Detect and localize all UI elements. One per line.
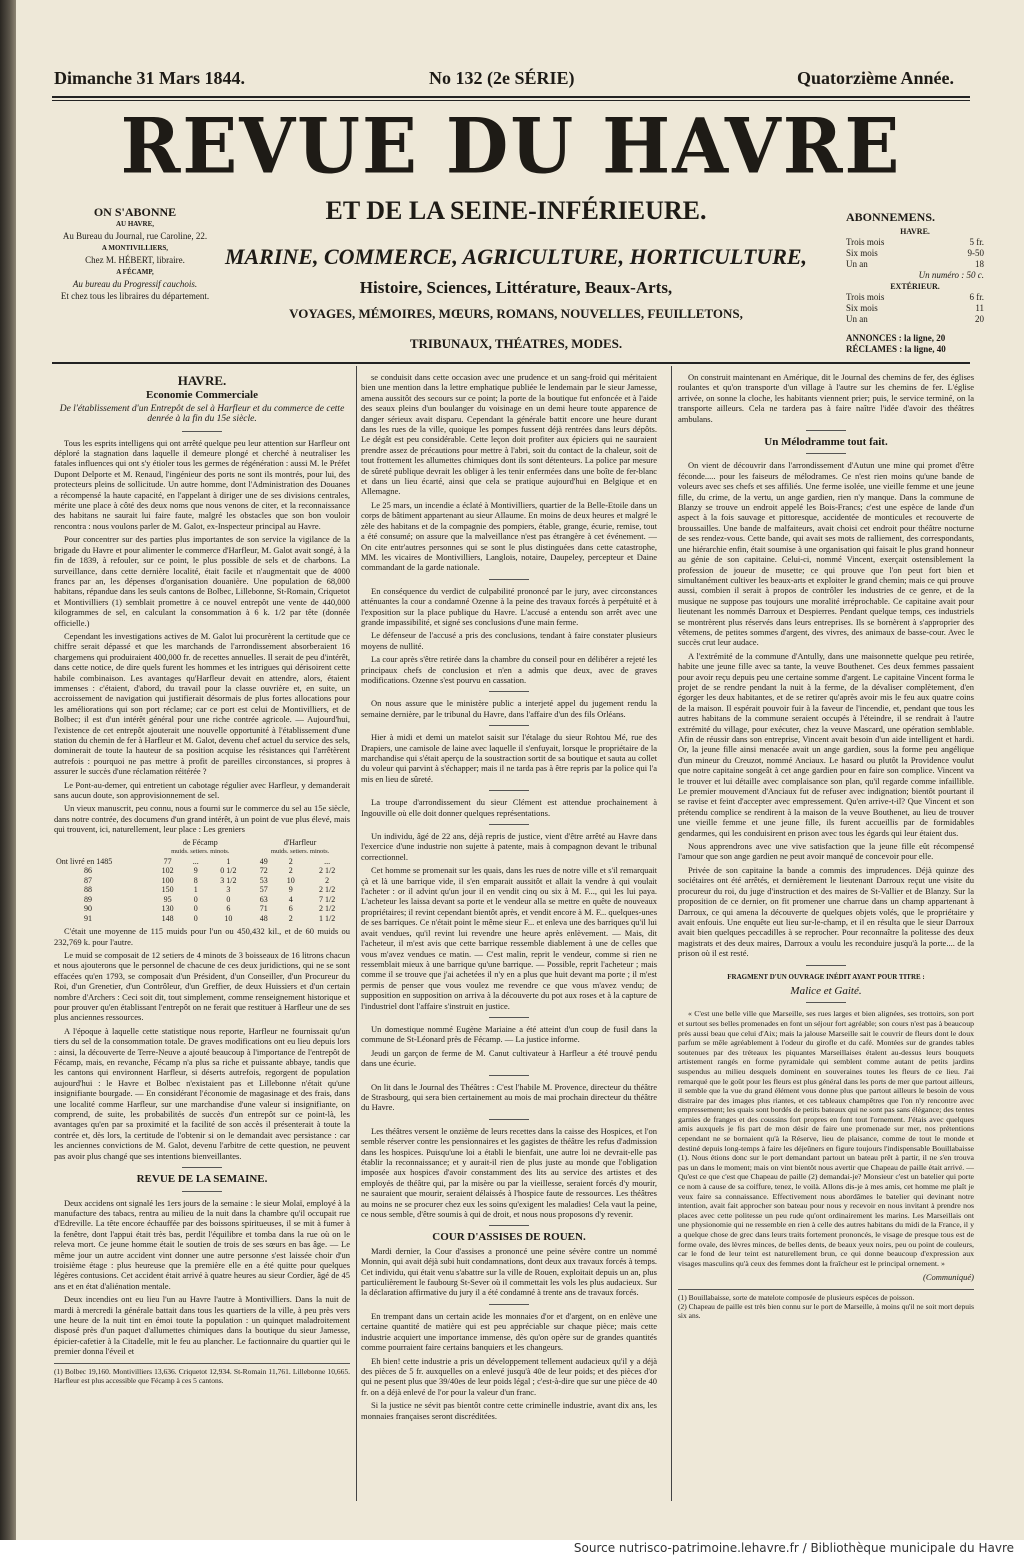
table-cell: 48	[259, 913, 268, 923]
table-cell: 86	[84, 866, 92, 876]
rate-single: Un numéro : 50 c.	[918, 270, 984, 280]
paragraph: se conduisit dans cette occasion avec une prudence et un sang-froid qui méritaient bien une mention dans la lettre emphatique publiée le lendemain par le sieur Jamesse, amena aussitôt des secours sur ce point; la porte de la boutique fut enfoncée et à l'aide des seaux pleins d'un boulanger du voisinage en un demi heure toute apparence de danger sérieux avait disparu. Cependant la générale battit encore une heure durant dans les rues de la ville, quoique les pompes fussent déjà rentrées dans leurs dépôts. Le dégât est peu considérable. Cette leçon doit profiter aux épiciers qui ne sauraient prendre assez de précautions pour mettre à l'abri, soit du contact de la chaleur, soit de tout frottement les allumettes chimiques dont ils sont détenteurs. La police par mesure de sûreté publique devrait les obliger à les tenir enfermées dans une boîte de fer-blanc et dans un lieu écarté, ainsi que cela se pratique aujourd'hui en Belgique et en Allemagne.	[361, 372, 657, 497]
paragraph: Nous apprendrons avec une vive satisfaction que la jeune fille eût récompensé l'amour que son ange gardien ne peut avoir manqué de concevoir pour elle.	[678, 841, 974, 862]
table-cell: 2 1/2	[319, 904, 336, 914]
separator	[182, 1167, 222, 1168]
table-row	[54, 895, 350, 905]
salt-table	[54, 838, 350, 924]
rate-reclames: RÉCLAMES : la ligne, 40	[846, 344, 946, 354]
subscribe-libraires: Et chez tous les libraires du département.	[60, 291, 210, 301]
paragraph: Le muid se composait de 12 setiers de 4 minots de 3 boisseaux de 16 litrons chacun et nous ajouterons que le personnel de chacune de ces deux juridictions, qui ne se sont effacées qu'en 1793, se composait d'un Président, d'un Conseiller, d'un Procureur du Roi, d'un Grenetier, d'un Contrôleur, d'un Greffier, de deux Huissiers et d'un certain nombre d'Archers : Ceci soit dit, tout simplement, comme renseignement historique et pour prouver qu'en établissant l'entrepôt on ne ferait que restituer à Harfleur une de ses plus anciennes ressources.	[54, 949, 350, 1023]
rates-havre: HAVRE.	[900, 227, 930, 236]
paragraph: Hier à midi et demi un matelot saisit sur l'étalage du sieur Rohtou Mé, rue des Drapiers, une camisole de laine avec laquelle il s'enfuyait, lorsque le propriétaire de la marchandise qui s'était aperçu de la soustraction sortit de sa boutique et sauta au collet du voleur qui parvint à s'échapper; mais il ne tarda pas à être repris par la police qui l'a mis en lieu de sûreté.	[361, 732, 657, 784]
table-cell: 102	[161, 866, 174, 876]
rate-row	[846, 248, 984, 259]
subscribe-title: ON S'ABONNE	[93, 205, 177, 219]
rate-label: Trois mois	[846, 292, 885, 302]
section-melodramme: Un Mélodramme tout fait.	[764, 436, 888, 449]
rate-value: 5 fr.	[969, 237, 984, 247]
paragraph: Cet homme se promenait sur les quais, dans les rues de notre ville et s'il remarquait çà et là une barrique vide, il s'en emparait aussitôt et allait la vendre à qui voulait l'acheter : or il advint qu'un jour il en vendit cinq ou six à M. F..., qui les lui paya. L'acheteur les laissa devant sa porte et le vendeur alla se mettre en quête de nouveaux propriétaires; il revint cependant bientôt après, et vendit encore à M. F... quelques-unes de ses barriques. Ce n'était point le même sieur F... et enleva une des barriques qu'il lui avait vendues, qu'il revint lui revendre une heure après enlèvement. — Mais, dit l'acheteur, il m'est avis que cette barrique ressemble diablement à une de celles que vous m'avez vendues ce matin. — C'est malin, reprit le vendeur, comme si rien ne ressemblait mieux à une barrique qu'une barrique. — Possible, reprit l'acheteur ; mais comme il se trouve que j'ai achetées il n'y en a plus que huit devant ma porte ; il m'est permis de penser que vous voulez me revendre ce que vous m'avez vendu; de supposition en supposition on arriva à la découverte du pot aux roses et à la capture de l'industriel dont l'affaire s'instruit en justice.	[361, 865, 657, 1011]
table-header-row	[54, 838, 350, 848]
footnote: (1) Bolbec 19,160. Montivilliers 13,636. Criquetot 12,934. St-Romain 11,761. Lillebonne 10,665. Harfleur est plus accessible que Fécamp à ces 5 cantons.	[54, 1363, 350, 1385]
header-bottom-rule	[52, 362, 970, 364]
paragraph: On construit maintenant en Amérique, dit le Journal des chemins de fer, des églises roulantes et qu'on transporte d'un village à l'autre sur les chemins de fer. L'église arrivée, on sonne la cloche, les habitants viennent prier; puis, le service terminé, on la transporte ailleurs. Cela ne tardera pas à faire naître l'idée d'avoir des théâtres ambulans.	[678, 372, 974, 424]
paragraph: A l'époque à laquelle cette statistique nous reporte, Harfleur ne fournissait qu'un tiers du sel de la consommation totale. De graves modifications ont eu lieu depuis lors : ainsi, la découverte de Terre-Neuve a ajouté beaucoup à l'importance de l'entrepôt de Fécamp, mais, en revanche, Fécamp n'a plus sa riche et puissante abbaye, tandis que les cantons qui environnent Harfleur, si déserts autrefois, regorgent de population aujourd'hui : le Havre et Bolbec n'existaient pas et Lillebonne n'était qu'une insignifiante bourgade. — En considérant l'économie de magasinage et des frais, dans une localité comme Harfleur, sur une marchandise d'une valeur si insignifiante, on comprend, de suite, les probabilités de succès d'un entrepôt sur ce point-là, les avantages qu'en par sa proximité et la facilité de son accès il présenterait à toute la contrée et, dès lors, la certitude de l'obtenir si on le demandait avec persistance : car les anciennes convictions de M. Galot, devenu l'arbitre de cette question, ne peuvent pas avoir plus changé que ses intentions bienveillantes.	[54, 1025, 350, 1161]
table-row	[54, 857, 350, 867]
paragraph: Cependant les investigations actives de M. Galot lui procurèrent la certitude que ce chiffre serait dépassé et que les marchands de l'arrondissement absorberaient 16 chargemens qui produiraient 400,000 fr. de recettes annuelles. Il serait de peu d'intérêt, dans cette notice, de dire quels furent les hommes et les intrigues qui dérisoirent cette habile combinaison. Les avantages qu'Harfleur devait en attendre, alors, étaient immenses : c'étaient, d'abord, du travail pour la classe ouvrière et, en suite, un accroissement de navigation qui justifierait désormais de plus fortes allocations pour les améliorations qui son port réclame; car ce port est celui de Montivilliers, et de Bolbec; il est d'un intérêt général pour une riche contrée agricole. — Aujourd'hui, l'existence de cet entrepôt ajouterait une nouvelle opportunité à l'établissement d'une station du chemin de fer à Harfleur et M. Galot, devenu chef actuel du service des sels, dominerait de toute la hauteur de sa position acquise les résistances qui l'arrêtèrent autrefois : pourquoi ne pas mettre à profit de pareilles circonstances, si propres à assurer le succès d'une réclamation réitérée ?	[54, 630, 350, 777]
column-1	[54, 372, 350, 1512]
paragraph: La cour après s'être retirée dans la chambre du conseil pour en délibérer a rejeté les principaux chefs de conclusion et n'en a admis que deux, avec de graves modifications. Ozenne s'est pourvu en cassation.	[361, 654, 657, 685]
separator	[489, 1119, 529, 1120]
table-cell: 9	[288, 885, 293, 895]
issue-date: Dimanche 31 Mars 1844.	[54, 68, 245, 88]
paragraph: Le 25 mars, un incendie a éclaté à Montivilliers, quartier de la Belle-Etoile dans un corps de bâtiment appartenant au sieur Allaume. En moins de deux heures et malgré le zèle des habitans et de la compagnie des pompiers, étable, grange, écurie, remise, tout a été consumé; on assure que la malveillance n'est pas étrangère à cet événement. — On cite entr'autres personnes qui se sont le plus distinguées dans cette catastrophe, MM. les vicaires de Montivilliers, Langlois, notaire, Daupeley, percepteur et Daine commandant de la garde nationale.	[361, 499, 657, 573]
table-cell: 148	[161, 913, 174, 923]
table-subheader-row	[54, 847, 350, 857]
rate-row	[846, 303, 984, 314]
table-cell: 7 1/2	[319, 894, 336, 904]
table-cell: 3	[226, 885, 231, 895]
paragraph: Le défenseur de l'accusé a pris des conclusions, tendant à faire constater plusieurs moyens de nullité.	[361, 630, 657, 651]
dateline	[54, 68, 954, 92]
article-subtitle: De l'établissement d'un Entrepôt de sel à Harfleur et du commerce de cette denrée à la fin du 15e siècle.	[59, 403, 345, 425]
paragraph: Pour concentrer sur des parties plus importantes de son service la vigilance de la brigade du Havre et pour alimenter le commerce d'Harfleur, M. Galot avait songé, à la fin de 1839, à refouler, sur ce point, le plus possible de sels et de charbons. La surveillance, dans cette dernière localité, était facile et n'augmentait que de 4000 francs par an, les dépenses d'organisation douanière. Une population de 68,000 habitans, répandue dans les seuls cantons de Bolbec, Lillebonne, St-Romain, Criquetot et Montivilliers (1) semblait promettre à ce nouvel entrepôt une vente de 440,000 kilogrammes de sel, en calculant la consommation à 6 k. 1/2 par tête (donnée officielle.)	[54, 534, 350, 628]
table-cell: 87	[84, 875, 92, 885]
table-cell: 1 1/2	[319, 913, 336, 923]
paragraph: En conséquence du verdict de culpabilité prononcé par le jury, avec circonstances atténuantes la cour a condamné Ozenne à la peine des travaux forcés à perpétuité et à l'exposition sur la place publique du Havre. L'accusé a entendu son arrêt avec une grande impassibilité, et signé ses conclusions d'une main ferme.	[361, 585, 657, 627]
table-subheader: muids. setiers. minots.	[171, 848, 230, 856]
separator	[489, 1075, 529, 1076]
paragraph: Les théâtres versent le onzième de leurs recettes dans la caisse des Hospices, et l'on semble réserver contre les pensionnaires et les gagistes de théâtre les refus d'admission dans les hospices. Puisqu'une loi a établi le bienfait, une autre loi ne devrait-elle pas établir la reconnaissance; et y aurait-il rien de plus juste au monde que l'obligation imposée aux hospices d'avoir constamment des lits au service des artistes et des employés de théâtre qui, par la misère ou par la vieillesse, seraient forcés d'y mourir, ne sauraient que mourir, seraient délaissés à l'hospice faute de ressources. Les théâtres au moins ne se procurer chez eux les soins qu'exigent les maladies! Cela vaut la peine, ce nous semble, d'être soumis à qui de droit, et nous nous proposons d'y revenir.	[361, 1125, 657, 1220]
separator	[489, 579, 529, 580]
source-footer: Source nutrisco-patrimoine.lehavre.fr / Bibliothèque municipale du Havre	[0, 1540, 1024, 1557]
paragraph: Deux incendies ont eu lieu l'un au Havre l'autre à Montivilliers. Dans la nuit de mardi à mercredi la générale battait dans tous les quartiers de la ville, à peu près vers une heure de la nuit tint en émoi toute la population : un quinquet maladroitement disposé près d'un paquet d'allumettes chimiques dans la boutique du sieur Jamesse, épicier-cafetier à la Citadelle, mit le feu au plancher. Le factionnaire du quartier qui le premier donna l'éveil et	[54, 1294, 350, 1357]
paragraph: A l'extrémité de la commune d'Antully, dans une maisonnette quelque peu retirée, habite une jeune fille avec sa tante, la veuve Bouthenet. Ces deux femmes passaient pour avoir reçu depuis peu une certaine somme d'argent. Le capitaine Vincent forma le projet de se rendre pendant la nuit à la ferme, de la dévaliser complètement, d'en égorger les deux habitantes, et de se retirer qu'après avoir mis le feu aux quatre coins de la maison. Il espérait pouvoir fuir à la faveur de l'incendie, et, pendant que tous les autres habitans de la commune seraient occupés à l'éteindre, il se rendrait à l'autre extrémité du village, pour exécuter, chez la veuve Mascard, une opération semblable. Afin de réussir dans son entreprise, Vincent avait besoin d'un aide intelligent et hardi. Or, la jeune fille ainsi menacée avait un ange gardien, sous la forme peu angélique d'un mineur du Creuzot, nommé Anciaux. Le hasard ou plutôt la Providence voulut que notre capitaine songeât à cet ange gardien pour en faire son complice. Vincent va le trouver et lui détaille avec complaisance son plan, qu'il regarde comme infaillible. Le premier mouvement d'Anciaux fut de refuser avec indignation; bientôt pourtant il se ravise et feint d'accepter avec empressement. Qu'en arrive-t-il? Que Vincent et son prétendu complice se rendirent à la maison de la veuve Bouthenet, au lieu de trouver une vieille femme et une jeune fille, ils furent accueillis par de formidables gendarmes, qui les conduisirent en prison avec tous les égards qui leur étaient dus.	[678, 650, 974, 838]
fragment-title: Malice et Gaité.	[790, 984, 862, 997]
table-cell: 89	[84, 894, 92, 904]
table-cell: 72	[259, 866, 268, 876]
table-cell: 0	[193, 894, 198, 904]
table-row	[54, 914, 350, 924]
table-cell: 6	[226, 904, 231, 914]
rates-box	[846, 212, 984, 355]
subscribe-montivilliers-addr: Chez M. HÉBERT, libraire.	[85, 255, 185, 265]
issue-number: No 132 (2e SÉRIE)	[429, 68, 575, 88]
table-cell: 2 1/2	[319, 866, 336, 876]
rate-label: Un an	[846, 314, 868, 324]
table-cell: 53	[259, 875, 268, 885]
paragraph: C'était une moyenne de 115 muids pour l'un ou 450,432 kil., et de 60 muids ou 232,769 k. pour l'autre.	[54, 926, 350, 947]
separator	[806, 1002, 846, 1003]
paragraph: On lit dans le Journal des Théâtres : C'est l'habile M. Provence, directeur du théâtre de Strasbourg, qui sera bien certainement au mois de mai prochain directeur du théâtre du Havre.	[361, 1081, 657, 1113]
paragraph: Un individu, âgé de 22 ans, déjà repris de justice, vient d'être arrêté au Havre dans l'exercice d'une industrie non sujette à patente, mais à compagnon devant le tribunal correctionnel.	[361, 831, 657, 862]
subscribe-montivilliers: A MONTIVILLIERS,	[101, 244, 169, 252]
paragraph: En trempant dans un certain acide les monnaies d'or et d'argent, on en enlève une certaine quantité de matière qui est peu appréciable sur chaque pièce; mais cette industrie acquiert une importance immense, dès qu'on opère sur de grandes quantités comme pourraient faire certains banquiers et les changeurs.	[361, 1310, 657, 1353]
separator	[182, 1191, 222, 1192]
rate-value: 6 fr.	[969, 292, 984, 302]
separator	[806, 453, 846, 454]
issue-year: Quatorzième Année.	[797, 68, 954, 88]
separator	[489, 790, 529, 791]
rate-row	[846, 314, 984, 325]
footnote-1: (1) Bouillabaisse, sorte de matelote composée de plusieurs espèces de poisson.	[678, 1292, 915, 1302]
rates-exterieur: EXTÉRIEUR.	[890, 282, 940, 291]
column-divider	[356, 366, 357, 1501]
table-cell: 2	[288, 913, 293, 923]
table-row	[54, 876, 350, 886]
table-subheader: muids. setiers. minots.	[270, 848, 330, 856]
book-spine	[0, 0, 16, 1557]
paragraph: Privée de son capitaine la bande a commis des imprudences. Déjà quinze des sociétaires ont été arrêtés, et dernièrement le lieutenant Darroux reçut une visite du procureur du roi, du juge d'instruction et des maires de St-Vallier et de Blanzy. Sur la proposition de ce dernier, on fit promener une charrue dans un champ appartenant à Darroux, ce qui amena la découverte de quelques objets volés, que le propriétaire y avait enfouis. Une enquête eut lieu sur-le-champ, et il en résulta que le sieur Darroux avait bien quelques peccadilles à se reprocher. Pour reconnaître la politesse des deux magistrats et des deux maires, Darroux a voulu les reconduire jusqu'à la porte.... de la prison où il est resté.	[678, 864, 974, 959]
section-revue-semaine: REVUE DE LA SEMAINE.	[136, 1173, 268, 1186]
rate-row	[846, 259, 984, 270]
table-cell: 90	[84, 904, 92, 914]
table-cell: 4	[288, 894, 293, 904]
tagline-marine: MARINE, COMMERCE, AGRICULTURE, HORTICULTURE,	[224, 244, 808, 269]
tagline-histoire: Histoire, Sciences, Littérature, Beaux-Arts,	[359, 278, 673, 297]
table-cell: 63	[259, 894, 268, 904]
table-row	[54, 885, 350, 895]
footnote	[678, 1289, 974, 1320]
table-cell: 9	[193, 866, 198, 876]
section-havre: HAVRE.	[177, 373, 227, 388]
rate-annonces: ANNONCES : la ligne, 20	[846, 333, 946, 343]
table-cell: 2	[288, 856, 293, 866]
separator	[489, 725, 529, 726]
table-cell: 1	[193, 885, 198, 895]
rate-value: 18	[975, 259, 984, 269]
subscribe-fecamp: A FÉCAMP,	[116, 268, 154, 276]
separator	[489, 1304, 529, 1305]
table-cell: 91	[84, 913, 92, 923]
section-cour-assises: COUR D'ASSISES DE ROUEN.	[432, 1231, 586, 1244]
table-cell: 2	[288, 866, 293, 876]
paragraph: Deux accidens ont signalé les 1ers jours de la semaine : le sieur Molaï, employé à la manufacture des tabacs, rentra au milieu de la nuit dans la chambre qu'il occupait rue d'Edreville. La tête encore échauffée par des boissons spiritueuses, il se mit à fumer à la fenêtre, dont l'appui était très bas, perdit l'équilibre et tomba dans la rue où on le releva mort. Ce jeune homme était le soutien de trois de ses sœurs en bas âge. — Le même jour un autre accident vint donner une autre personne s'est laissée choir d'un troisième étage : plus heureuse que la première elle en a été quitte pour quelques légères contusions. Cet accident était arrivé à quatre heures au sieur Cordier, âgé de 45 ans et en état d'aliénation mentale.	[54, 1197, 350, 1291]
separator	[489, 824, 529, 825]
table-cell: 6	[288, 904, 293, 914]
table-cell: 130	[161, 904, 174, 914]
rate-label: Six mois	[846, 248, 878, 258]
table-cell: Ont livré en 1485	[56, 856, 113, 866]
column-3	[678, 372, 974, 1472]
table-cell: 100	[161, 875, 174, 885]
table-cell: 0	[226, 894, 231, 904]
table-cell: ...	[324, 856, 331, 866]
table-cell: 8	[193, 875, 198, 885]
paragraph: Si la justice ne sévit pas bientôt contre cette criminelle industrie, avant dix ans, les monnaies françaises seront discréditées.	[361, 1400, 657, 1421]
column-divider	[671, 366, 672, 1501]
paragraph: Mardi dernier, la Cour d'assises a prononcé une peine sévère contre un nommé Monnin, qui avait déjà subi huit condamnations, dont deux aux travaux forcés à temps. Cet individu, qui était venu s'abattre sur la ville de Rouen, exploitait depuis un an, plus particulièrement le faubourg St-Sever où il commettait les vols les plus audacieux. Sur la déclaration affirmative du jury il a été condamné à trente ans de travaux forcés.	[361, 1245, 657, 1298]
separator	[806, 965, 846, 966]
table-cell: 1	[226, 856, 231, 866]
footnote-2: (2) Chapeau de paille est très bien connu sur le port de Marseille, à moins qu'il ne soit mort depuis six ans.	[678, 1301, 974, 1320]
table-cell: 0	[193, 913, 198, 923]
column-2	[361, 372, 657, 1522]
rate-value: 11	[975, 303, 984, 313]
table-cell: 2	[325, 875, 330, 885]
table-cell: 2 1/2	[319, 885, 336, 895]
table-cell: 95	[163, 894, 172, 904]
paragraph: La troupe d'arrondissement du sieur Clément est attendue prochainement à Ingouville où elle doit donner quelques représentations.	[361, 797, 657, 818]
rate-row	[846, 237, 984, 248]
separator	[489, 1017, 529, 1018]
masthead-title: REVUE DU HAVRE	[120, 100, 902, 191]
rates-title: ABONNEMENS.	[846, 210, 936, 224]
tagline-voyages: VOYAGES, MÉMOIRES, MŒURS, ROMANS, NOUVELLES, FEUILLETONS,	[289, 306, 743, 321]
table-cell: 10	[224, 913, 233, 923]
table-cell: 0 1/2	[220, 866, 237, 876]
table-cell: 3 1/2	[220, 875, 237, 885]
masthead-subtitle: ET DE LA SEINE-INFÉRIEURE.	[325, 196, 707, 225]
rate-label: Six mois	[846, 303, 878, 313]
table-cell: 57	[259, 885, 268, 895]
separator	[806, 430, 846, 431]
signature: (Communiqué)	[923, 1272, 974, 1283]
rate-label: Un an	[846, 259, 868, 269]
table-cell: 150	[161, 885, 174, 895]
paragraph: Un vieux manuscrit, peu connu, nous a fourni sur le commerce du sel au 15e siècle, dans notre contrée, des documens d'un grand intérêt, à un point de vue plus élevé, mais qui trouvent, ici, naturellement, leur place : Les greniers	[54, 803, 350, 835]
section-economie: Economie Commerciale	[146, 389, 258, 402]
table-cell: 71	[259, 904, 268, 914]
table-cell: 77	[163, 856, 172, 866]
paragraph: « C'est une belle ville que Marseille, ses rues larges et bien alignées, ses trottoirs, son port et surtout ses belles promenades en font un séjour fort agréable; son cours n'est pas à beaucoup près aussi beau que celui d'Aix; mais la jalouse Marseille sait le couvrir de fleurs dont le doux parfum se mêle agréablement à l'odeur du girofle et du café. Montées sur de grandes tables soutenues par des tréteaux les piquantes Marseillaises étalent au-dessus leurs bouquets artistement rangés en forme pyramidale qui semblent comme autant de petits jardins suspendus au milieu desquels dominent en souveraines toutes les fleurs de ce lieu. J'ai remarqué que le goût pour les fleurs est plus général dans les ports de mer que partout ailleurs, il semble que la vue du grand élément vous donne plus que partout ailleurs le besoin de vous distraire par des images plus riantes, et ces tableaux champêtres que l'on n'y rencontre avec empressement; les quais sont bordés de petits bateaux qui ne sont pas sans élégance; des tentes garnies de franges et des coussins fort propres en font tout l'ornement. J'étais avec quelques amis auxquels je fis part de mon désir de faire une promenade sur mer, nos prétentions cependant ne se bornaient qu'à la Réserve, lieu de plaisance, comme de tout le monde et destiné depuis long-temps à faire les déjeûners en figure toujours l'indispensable Bouillabaisse (1). Nous étions donc sur le port demandant partout un bateau prêt à partir, il ne s'en trouva pas un dans le moment; mais on vint bientôt nous avertir que Chapeau de paille était arrivé. — Qu'est ce que c'est que Chapeau de paille (2) demandai-je? Monsieur c'est un batelier qui porte ce nom à cause de sa coiffure, tenez, le voilà. Allons dis-je à mes amis, cet homme me plaît je veux faire sa connaissance. Effectivement nous abordâmes le batelier qui devinant notre intention, avait fait approcher son bateau pour nous y recevoir en nous invitant à prendre nos places avec cette politesse un peu rude qu'ont ordinairement les marins. Les Marseillais ont une physionomie qui ne ressemble en rien à celle des autres habitans du midi de la France, il y a quelque chose de grec dans leurs traits fortement prononcés, le visage de presque tous est de forme ovale, des lèvres minces, de belles dents, de beaux yeux noirs, peu ou point de couleurs, car le fond de leur teint est naturellement brun, ce qui donne beaucoup d'expression aux visages masculins qu'à ceux des femmes dont la fraîcheur est le principal ornement. »	[678, 1009, 974, 1268]
subscribe-havre: AU HAVRE,	[116, 220, 154, 228]
table-header: d'Harfleur	[283, 837, 317, 847]
paragraph: Le Pont-au-demer, qui entretient un cabotage régulier avec Harfleur, y demanderait sans aucun doute, son approvisionnement de sel.	[54, 779, 350, 801]
table-cell: 0	[193, 904, 198, 914]
top-rule	[52, 96, 970, 98]
subscribe-fecamp-addr: Au bureau du Progressif cauchois.	[72, 279, 198, 289]
table-row	[54, 904, 350, 914]
table-header: de Fécamp	[182, 837, 218, 847]
separator	[182, 431, 222, 432]
fragment-heading: FRAGMENT D'UN OUVRAGE INÉDIT AYANT POUR TITRE :	[727, 972, 925, 981]
paragraph: Jeudi un garçon de ferme de M. Canut cultivateur à Harfleur a été trouvé pendu dans une écurie.	[361, 1047, 657, 1069]
rate-label: Trois mois	[846, 237, 885, 247]
separator	[489, 1225, 529, 1226]
rate-value: 9-50	[967, 248, 984, 258]
table-cell: 10	[286, 875, 295, 885]
paragraph: On vient de découvrir dans l'arrondissement d'Autun une mine qui promet d'être féconde..... pour les faiseurs de mélodrames. Ce n'est rien moins qu'une bande de voleurs avec ses chefs et ses affiliés. Une ferme isolée, une vieille femme et une jeune fille, du crime, de la vertu, un ange gardien, rien n'y manque. Dans la commune de Blanzy se trouve un endroit appelé les Bois-Francs; c'est une espèce de lande d'un aspect à la fois sauvage et pittoresque, accidentée de monticules et recouverte de broussailles. Une bande de malfaiteurs, avait choisi cet endroit pour théâtre nocturne de ses rendez-vous. Cette bande, qui avait ses mots de ralliement, des correspondants, une hiérarchie enfin, était soumise à une organisation qui faisait le plus grand honneur au génie de son capitaine. Celui-ci, nommé Vincent, exerçait ostensiblement la profession de joueur de musette; ce qui prouve que l'on peut fort bien et simultanément cultiver les beaux-arts et exploiter le grand chemin; mais ce qui prouve aussi, combien il serait à propos de contrôler les industries de ce genre, et de la musique ne suppose pas toujours une moralité irréprochable. Ce capitaine avait pour lieutenant les nommés Darroux et Despierres. Pendant quelque temps, ces industriels se montrèrent plus réservés dans leurs entreprises. Ils se bornèrent à s'approprier des vêtemens, de petites sommes d'argent, des vivres, des animaux de basse-cour. Avec le succès crut leur audace.	[678, 460, 974, 648]
separator	[489, 691, 529, 692]
subscription-box	[60, 206, 210, 302]
paragraph: Tous les esprits intelligens qui ont arrêté quelque peu leur attention sur Harfleur ont déploré la stagnation dans laquelle il demeure plongé et cherché à neutraliser les fatales influences qui ont s'y étioler tous les germes de régénération : aussi M. le Préfet Dupont Delporte et M. Renaud, l'ingénieur des ports ne sont ils montrés, pour lui, des protecteurs pleins de sollicitude. Un autre homme, dont l'Administration des Douanes a récompensé la haute capacité, en l'appelant à diriger une de ses divisions centrales, mérite une place à côté des deux noms que nous venons de citer, et la reconnaissance des habitans ne saurait lui faire faute, malgré les obstacles que son bon vouloir rencontra : nous voulons parler de M. Galot, ex-Inspecteur principal au Havre.	[54, 437, 350, 531]
table-cell: 49	[259, 856, 268, 866]
newspaper-page	[16, 0, 1024, 1540]
table-row	[54, 866, 350, 876]
paragraph: Un domestique nommé Eugène Mariaine a été atteint d'un coup de fusil dans la commune de St-Léonard près de Fécamp. — La justice informe.	[361, 1023, 657, 1045]
tagline-tribunaux: TRIBUNAUX, THÉATRES, MODES.	[409, 336, 623, 351]
rate-row	[846, 292, 984, 303]
paragraph: On nous assure que le ministère public a interjeté appel du jugement rendu la semaine dernière, par le tribunal du Havre, dans l'affaire d'un des fils Orléans.	[361, 698, 657, 719]
subscribe-havre-addr: Au Bureau du Journal, rue Caroline, 22.	[62, 231, 208, 241]
table-cell: ...	[192, 856, 199, 866]
rate-value: 20	[975, 314, 984, 324]
paragraph: Eh bien! cette industrie a pris un développement tellement audacieux qu'il y a déjà des pièces de 5 fr. auxquelles on a enlevé jusqu'à 40e de leur poids; et des pièces d'or qui ne pesent plus que 39/40es de leur poids légal ; c'est-à-dire que sur une pièce de 40 fr. on a déjà enlevé de l'or pour la valeur d'un franc.	[361, 1355, 657, 1397]
table-cell: 88	[84, 885, 92, 895]
